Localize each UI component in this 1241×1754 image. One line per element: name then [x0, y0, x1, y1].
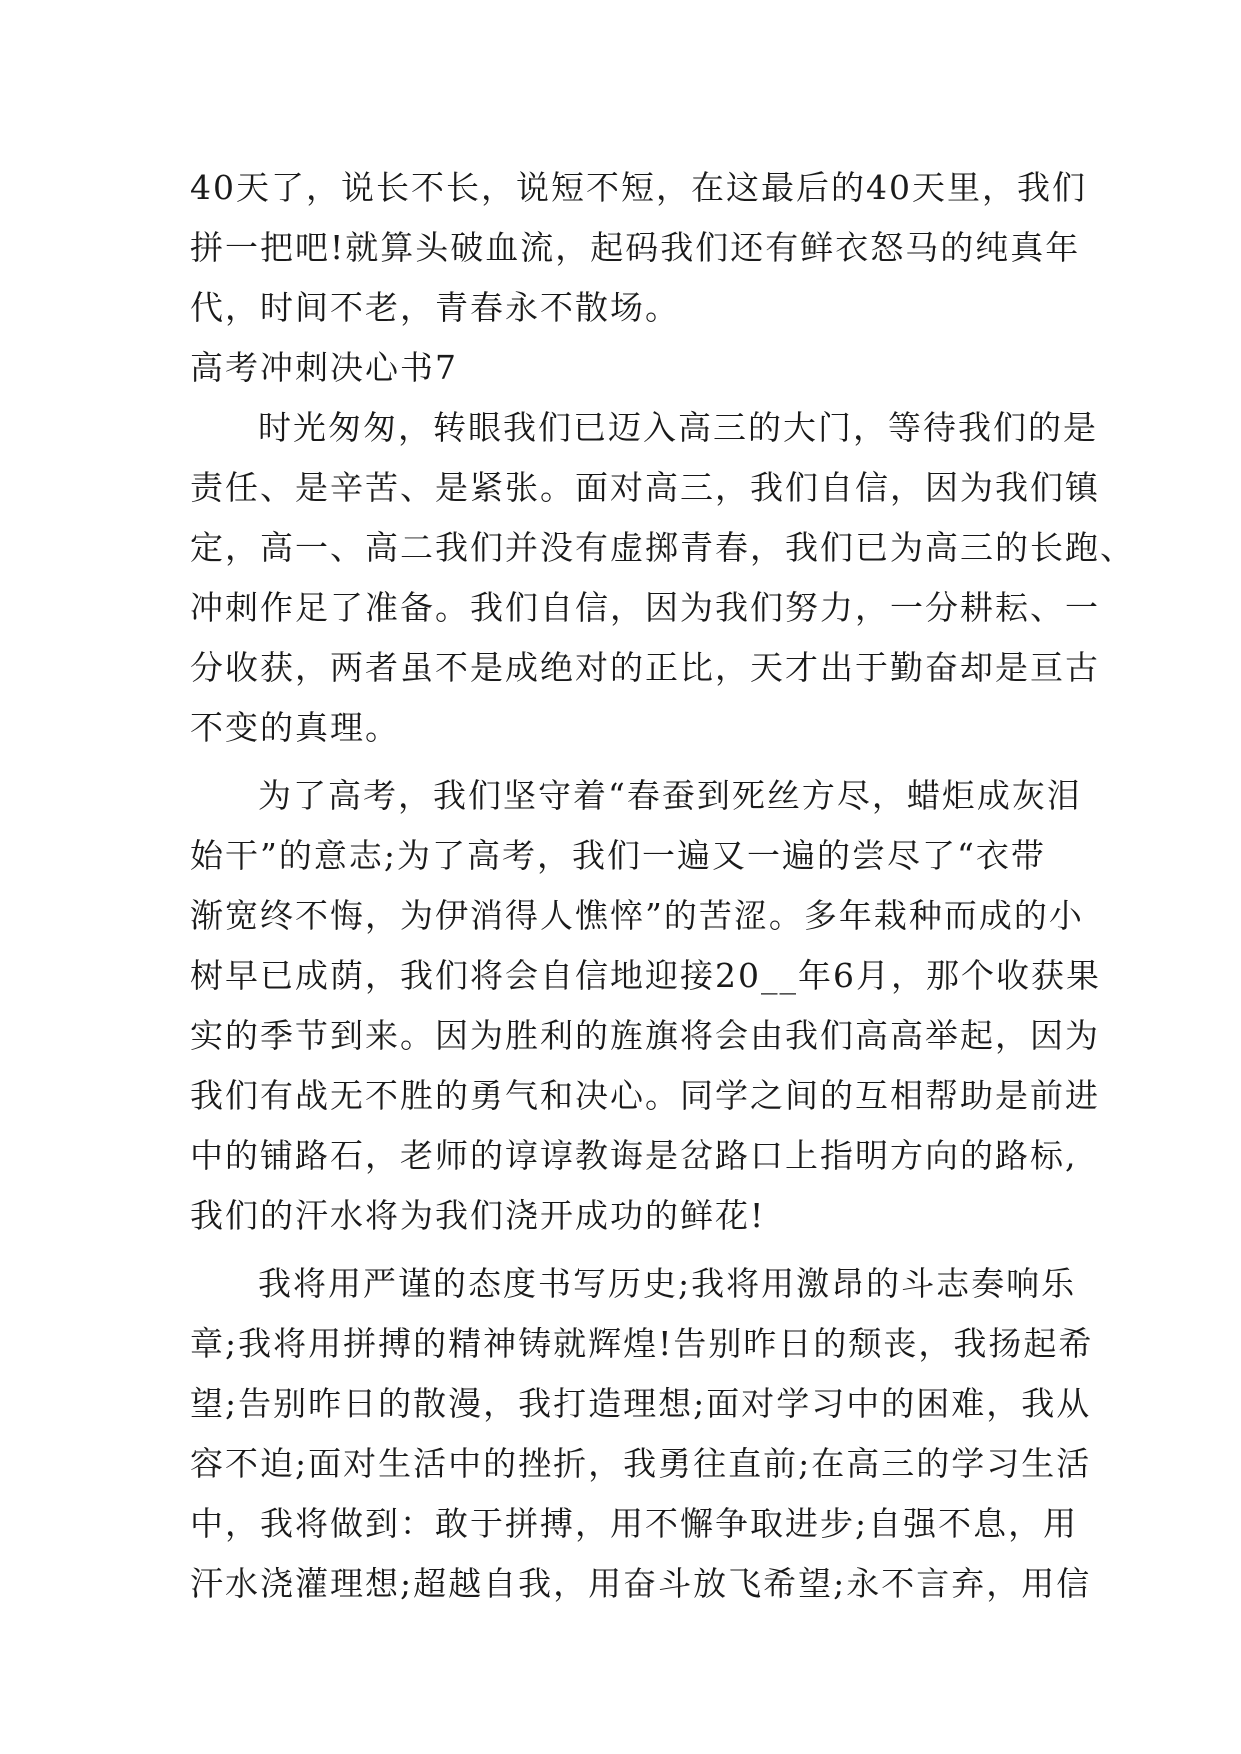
text-line: 中，我将做到：敢于拼搏，用不懈争取进步;自强不息，用 — [190, 1504, 1079, 1543]
text-line: 我将用严谨的态度书写历史;我将用激昂的斗志奏响乐 — [258, 1264, 1077, 1303]
text-line: 汗水浇灌理想;超越自我，用奋斗放飞希望;永不言弃，用信 — [190, 1564, 1092, 1603]
text-line: 实的季节到来。因为胜利的旌旗将会由我们高高举起，因为 — [190, 1016, 1100, 1055]
text-line: 渐宽终不悔，为伊消得人憔悴”的苦涩。多年栽种而成的小 — [190, 896, 1084, 935]
text-line: 代，时间不老，青春永不散场。 — [190, 288, 680, 327]
text-line: 40天了，说长不长，说短不短，在这最后的40天里，我们 — [190, 168, 1087, 207]
text-line: 始干”的意志;为了高考，我们一遍又一遍的尝尽了“衣带 — [190, 836, 1046, 875]
text-line: 分收获，两者虽不是成绝对的正比，天才出于勤奋却是亘古 — [190, 648, 1100, 687]
document-body — [190, 158, 1135, 1614]
text-line: 我们的汗水将为我们浇开成功的鲜花! — [190, 1196, 766, 1235]
text-line: 容不迫;面对生活中的挫折，我勇往直前;在高三的学习生活 — [190, 1444, 1092, 1483]
text-line: 树早已成荫，我们将会自信地迎接20__年6月，那个收获果 — [190, 956, 1101, 995]
text-line: 冲刺作足了准备。我们自信，因为我们努力，一分耕耘、一 — [190, 588, 1100, 627]
text-line: 章;我将用拼搏的精神铸就辉煌!告别昨日的颓丧，我扬起希 — [190, 1324, 1094, 1363]
text-line: 中的铺路石，老师的谆谆教诲是岔路口上指明方向的路标, — [190, 1136, 1078, 1175]
text-line: 我们有战无不胜的勇气和决心。同学之间的互相帮助是前进 — [190, 1076, 1100, 1115]
text-line: 为了高考，我们坚守着“春蚕到死丝方尽，蜡炬成灰泪 — [258, 776, 1082, 815]
text-line: 定，高一、高二我们并没有虚掷青春，我们已为高三的长跑、 — [190, 528, 1135, 567]
text-line: 望;告别昨日的散漫，我打造理想;面对学习中的困难，我从 — [190, 1384, 1092, 1423]
text-line: 时光匆匆，转眼我们已迈入高三的大门，等待我们的是 — [258, 408, 1098, 447]
text-line: 拼一把吧!就算头破血流，起码我们还有鲜衣怒马的纯真年 — [190, 228, 1081, 267]
text-line: 责任、是辛苦、是紧张。面对高三，我们自信，因为我们镇 — [190, 468, 1100, 507]
section-heading: 高考冲刺决心书7 — [190, 348, 458, 387]
text-line: 不变的真理。 — [190, 708, 400, 747]
